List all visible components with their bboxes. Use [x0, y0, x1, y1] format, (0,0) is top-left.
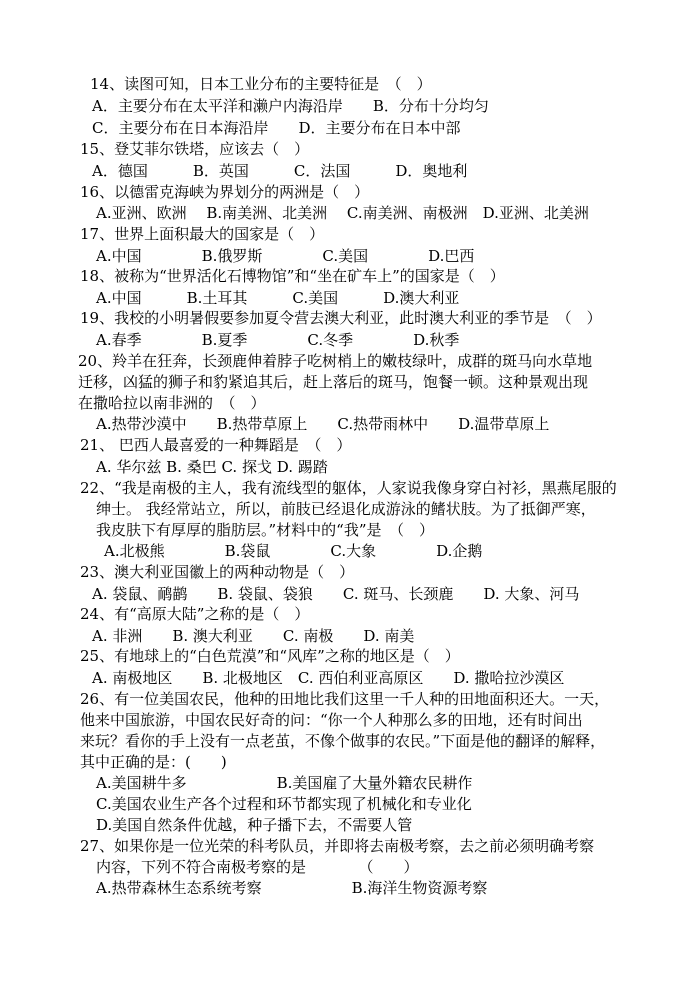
q24-options: A. 非洲 B. 澳大利亚 C. 南极 D. 南美: [92, 627, 415, 645]
q23-options: A. 袋鼠、鸸鹋 B. 袋鼠、袋狼 C. 斑马、长颈鹿 D. 大象、河马: [92, 585, 580, 603]
q14-stem: 14、读图可知，日本工业分布的主要特征是 （ ）: [90, 75, 432, 93]
q17-stem: 17、世界上面积最大的国家是（ ）: [80, 225, 325, 243]
q25-options: A. 南极地区 B. 北极地区 C. 西伯利亚高原区 D. 撒哈拉沙漠区: [92, 669, 565, 687]
q14-options-2: C．主要分布在日本海沿岸 D．主要分布在日本中部: [92, 119, 461, 137]
q15-stem: 15、登艾菲尔铁塔，应该去（ ）: [80, 140, 310, 158]
q21-options: A. 华尔兹 B. 桑巴 C. 探戈 D. 踢踏: [96, 458, 328, 476]
q19-stem: 19、我校的小明暑假要参加夏令营去澳大利亚，此时澳大利亚的季节是 （ ）: [80, 309, 602, 327]
q22-options: A.北极熊 B.袋鼠 C.大象 D.企鹅: [104, 542, 483, 560]
q16-options: A.亚洲、欧洲 B.南美洲、北美洲 C.南美洲、南极洲 D.亚洲、北美洲: [96, 204, 589, 222]
q18-stem: 18、被称为“世界活化石博物馆”和“坐在矿车上”的国家是（ ）: [80, 267, 505, 285]
q18-options: A.中国 B.土耳其 C.美国 D.澳大利亚: [96, 289, 460, 307]
q20-stem-2: 迁移，凶猛的狮子和豹紧追其后，赶上落后的斑马，饱餐一顿。这种景观出现: [78, 373, 589, 391]
q15-options: A．德国 B．英国 C．法国 D．奥地利: [92, 162, 468, 180]
q26-options-2: C.美国农业生产各个过程和环节都实现了机械化和专业化: [96, 795, 472, 813]
q24-stem: 24、有“高原大陆”之称的是（ ）: [80, 605, 310, 623]
q26-options-3: D.美国自然条件优越，种子播下去，不需要人管: [96, 816, 413, 834]
q21-stem: 21、 巴西人最喜爱的一种舞蹈是 （ ）: [80, 436, 352, 454]
q22-stem-3: 我皮肤下有厚厚的脂肪层。”材料中的“我”是 （ ）: [96, 521, 435, 539]
q27-stem-2: 内容，下列不符合南极考察的是 （ ）: [96, 858, 419, 876]
q26-stem-4: 其中正确的是：( ): [80, 753, 227, 771]
q14-options-1: A．主要分布在太平洋和濑户内海沿岸 B．分布十分均匀: [92, 97, 489, 115]
q20-stem-1: 20、羚羊在狂奔，长颈鹿伸着脖子吃树梢上的嫩枝绿叶，成群的斑马向水草地: [78, 352, 593, 370]
q23-stem: 23、澳大利亚国徽上的两种动物是（ ）: [80, 563, 355, 581]
q17-options: A.中国 B.俄罗斯 C.美国 D.巴西: [96, 247, 475, 265]
q20-options: A.热带沙漠中 B.热带草原上 C.热带雨林中 D.温带草原上: [96, 415, 550, 433]
q22-stem-1: 22、“我是南极的主人，我有流线型的躯体，人家说我像身穿白衬衫，黑燕尾服的: [80, 479, 617, 497]
q25-stem: 25、有地球上的“白色荒漠”和“风库”之称的地区是（ ）: [80, 647, 460, 665]
q27-stem-1: 27、如果你是一位光荣的科考队员，并即将去南极考察，去之前必须明确考察: [80, 837, 595, 855]
q19-options: A.春季 B.夏季 C.冬季 D.秋季: [96, 331, 460, 349]
q16-stem: 16、以德雷克海峡为界划分的两洲是（ ）: [80, 183, 370, 201]
q27-options: A.热带森林生态系统考察 B.海洋生物资源考察: [96, 879, 488, 897]
q22-stem-2: 绅士。 我经常站立，所以，前肢已经退化成游泳的鳍状肢。为了抵御严寒，: [96, 500, 596, 518]
q20-stem-3: 在撒哈拉以南非洲的 （ ）: [78, 394, 266, 412]
q26-options-1: A.美国耕牛多 B.美国雇了大量外籍农民耕作: [96, 774, 473, 792]
q26-stem-2: 他来中国旅游，中国农民好奇的问：“你一个人种那么多的田地，还有时间出: [80, 711, 583, 729]
q26-stem-1: 26、有一位美国农民，他种的田地比我们这里一千人种的田地面积还大。一天，: [80, 690, 610, 708]
q26-stem-3: 来玩？看你的手上没有一点老茧，不像个做事的农民。”下面是他的翻译的解释，: [80, 732, 606, 750]
